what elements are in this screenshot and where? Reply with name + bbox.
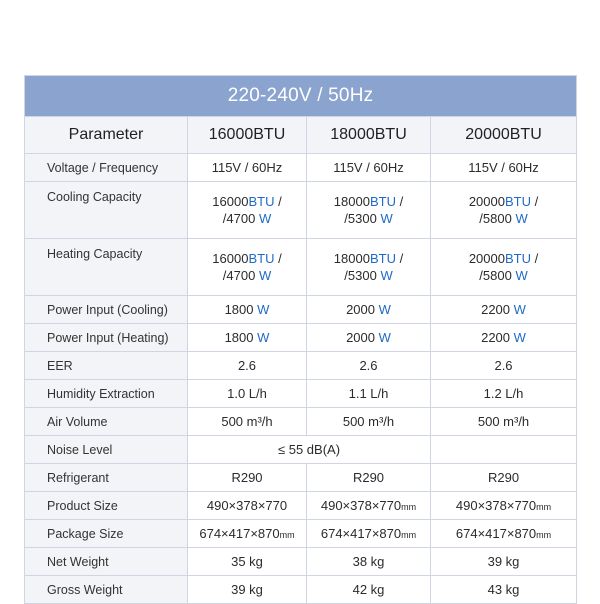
table-cell [431,492,577,520]
table-cell: 43 kg [431,576,577,604]
table-row [25,352,577,380]
header-20000btu: 20000BTU [431,117,577,154]
cell-separator: / [274,251,282,266]
table-cell [188,492,307,520]
cell-unit: W [513,302,526,317]
row-label: Refrigerant [25,464,188,492]
cell-value: /5300 [344,268,377,283]
cell-unit: W [378,330,391,345]
cell-value: 490×378×770 [206,498,288,513]
cell-unit: BTU [369,251,396,266]
cell-unit: BTU [248,194,275,209]
table-cell [307,182,431,239]
table-row [25,154,577,182]
table-row [25,380,577,408]
cell-value: 20000 [468,251,505,266]
table-cell [307,296,431,324]
cell-value: 16000 [212,251,249,266]
table-cell: 2.6 [307,352,431,380]
table-row [25,576,577,604]
table-cell: 1.0 L/h [188,380,307,408]
cell-value: 490×378×770 [455,498,537,513]
table-cell [431,324,577,352]
cell-separator: / [395,194,404,209]
cell-value: 490×378×770 [320,498,402,513]
table-cell [188,296,307,324]
table-cell [431,239,577,296]
cell-value: 2000 [346,302,375,317]
cell-separator: / [274,194,282,209]
cell-value: 2000 [346,330,375,345]
row-label: Gross Weight [25,576,188,604]
cell-unit: BTU [504,194,531,209]
cell-separator: / [395,251,404,266]
table-row [25,464,577,492]
table-cell: ≤ 55 dB(A) [188,436,431,464]
table-cell [307,492,431,520]
cell-value: /5300 [344,211,377,226]
voltage-banner: 220-240V / 50Hz [25,76,577,117]
cell-unit: W [515,268,528,283]
table-row [25,296,577,324]
table-cell: 2.6 [431,352,577,380]
empty-cell [431,436,577,464]
spec-table [24,75,577,604]
cell-value: 2200 [481,302,511,317]
row-label: Humidity Extraction [25,380,188,408]
table-cell [307,324,431,352]
row-label: Heating Capacity [25,239,188,296]
table-cell: 1.2 L/h [431,380,577,408]
cell-separator: / [530,251,539,266]
cell-value: /4700 [222,268,256,283]
table-cell: R290 [188,464,307,492]
header-parameter: Parameter [25,117,188,154]
cell-value: /4700 [222,211,256,226]
table-cell [307,239,431,296]
cell-value: 16000 [212,194,249,209]
table-cell [307,520,431,548]
table-cell: 500 m³/h [188,408,307,436]
table-cell: 115V / 60Hz [188,154,307,182]
cell-separator: / [530,194,539,209]
cell-unit: W [378,302,391,317]
cell-unit: W [380,211,393,226]
row-label: Voltage / Frequency [25,154,188,182]
cell-unit: W [515,211,528,226]
header-18000btu: 18000BTU [307,117,431,154]
row-label: Product Size [25,492,188,520]
row-label: Air Volume [25,408,188,436]
cell-unit: mm [536,502,552,512]
row-label: Net Weight [25,548,188,576]
table-row [25,324,577,352]
cell-unit: W [258,211,272,226]
cell-value: 1800 [224,330,254,345]
table-cell: 35 kg [188,548,307,576]
table-cell [188,324,307,352]
table-row [25,408,577,436]
table-cell: 42 kg [307,576,431,604]
table-cell: 115V / 60Hz [431,154,577,182]
cell-value: 674×417×870 [199,526,280,541]
table-cell: 500 m³/h [307,408,431,436]
cell-unit: mm [401,530,417,540]
table-cell: R290 [307,464,431,492]
cell-value: /5800 [479,268,512,283]
table-row [25,182,577,239]
cell-unit: W [257,302,270,317]
table-cell [188,239,307,296]
cell-unit: W [257,330,270,345]
table-cell [431,520,577,548]
cell-value: /5800 [479,211,512,226]
table-cell: 1.1 L/h [307,380,431,408]
cell-value: 674×417×870 [455,526,537,541]
cell-unit: W [513,330,526,345]
table-cell: 2.6 [188,352,307,380]
table-row [25,436,577,464]
header-row [25,117,577,154]
cell-value: 1800 [224,302,254,317]
row-label: Power Input (Cooling) [25,296,188,324]
table-cell: 500 m³/h [431,408,577,436]
row-label: EER [25,352,188,380]
cell-unit: mm [401,502,417,512]
cell-unit: BTU [369,194,396,209]
cell-value: 2200 [481,330,511,345]
cell-value: 20000 [468,194,505,209]
table-cell [188,182,307,239]
row-label: Noise Level [25,436,188,464]
row-label: Cooling Capacity [25,182,188,239]
table-cell: 115V / 60Hz [307,154,431,182]
table-cell: R290 [431,464,577,492]
table-row [25,239,577,296]
table-cell [431,182,577,239]
table-cell [431,296,577,324]
table-cell [188,520,307,548]
cell-value: 674×417×870 [320,526,402,541]
table-row [25,492,577,520]
table-row [25,548,577,576]
table-row [25,520,577,548]
cell-unit: BTU [248,251,275,266]
cell-unit: BTU [504,251,531,266]
row-label: Power Input (Heating) [25,324,188,352]
table-cell: 39 kg [188,576,307,604]
table-cell: 38 kg [307,548,431,576]
row-label: Package Size [25,520,188,548]
cell-unit: W [380,268,393,283]
cell-unit: mm [279,530,295,540]
header-16000btu: 16000BTU [188,117,307,154]
cell-unit: W [258,268,272,283]
table-cell: 39 kg [431,548,577,576]
cell-value: 18000 [333,194,370,209]
cell-unit: mm [536,530,552,540]
cell-value: 18000 [333,251,370,266]
